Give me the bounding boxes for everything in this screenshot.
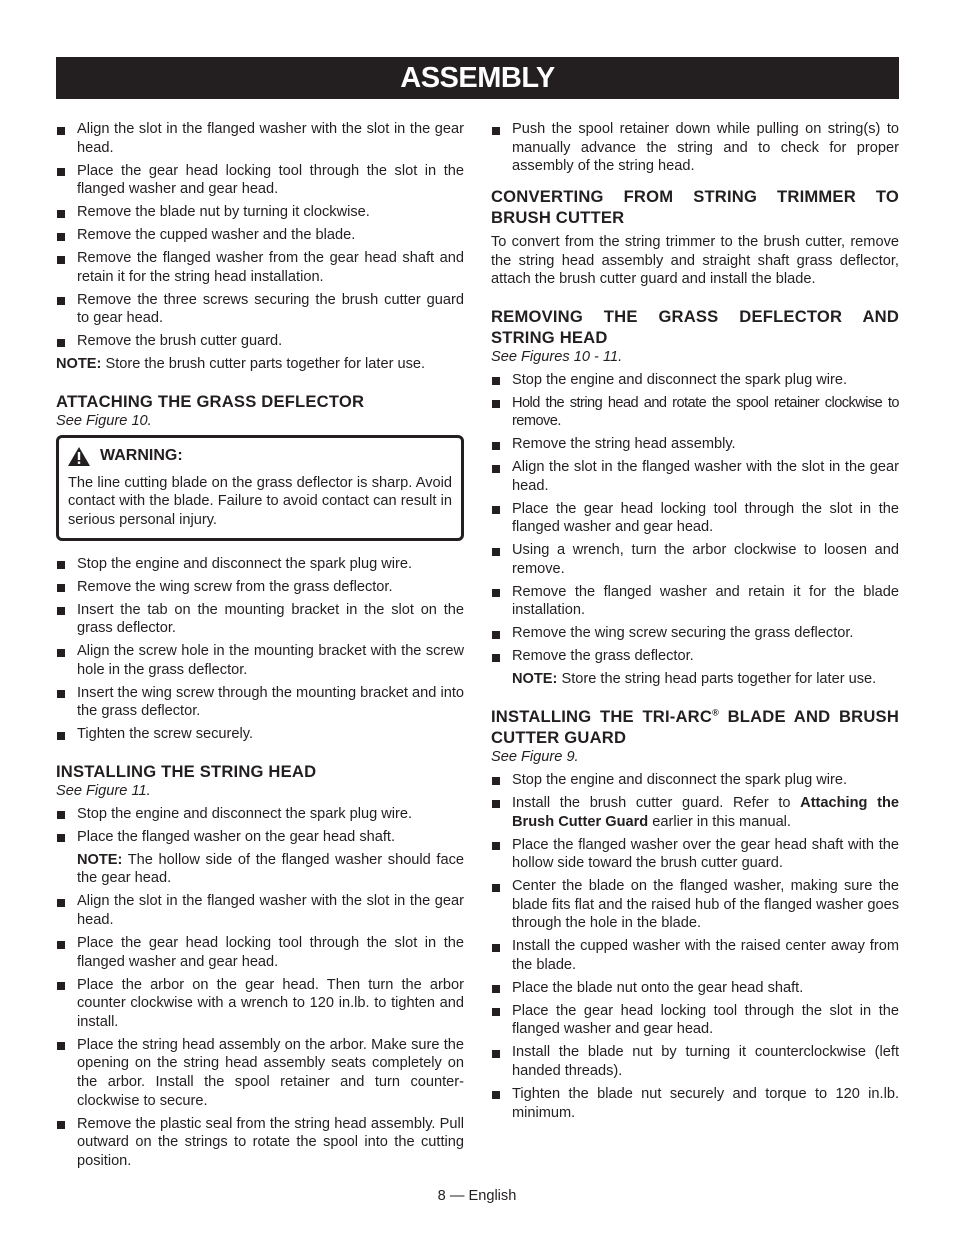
registered-mark: ® xyxy=(712,707,719,718)
list-item: Hold the string head and rotate the spool retainer clockwise to remove. xyxy=(491,394,899,431)
list-item: Remove the string head assembly. xyxy=(491,435,899,454)
list-item: Remove the wing screw from the grass deflector. xyxy=(56,578,464,597)
list-item: Remove the blade nut by turning it clockwise. xyxy=(56,203,464,222)
stringhead-steps-b xyxy=(56,892,464,1170)
list-item: Install the blade nut by turning it counterclockwise (left handed threads). xyxy=(491,1043,899,1080)
page-footer xyxy=(0,1188,954,1204)
list-item xyxy=(491,794,899,831)
list-item: Place the gear head locking tool through the slot in the flanged washer and gear head. xyxy=(56,934,464,971)
page-number: 8 — English xyxy=(437,1188,517,1204)
intro-note xyxy=(56,355,464,374)
triarc-heading xyxy=(491,706,899,748)
page-title: ASSEMBLY xyxy=(400,62,555,94)
list-item: Stop the engine and disconnect the spark plug wire. xyxy=(491,371,899,390)
list-item: Place the string head assembly on the arbor. Make sure the opening on the string head assembly seats completely on the arbor. Install the spool retainer and turn counter-clockwise to secure. xyxy=(56,1036,464,1110)
triarc-figure-ref: See Figure 9. xyxy=(491,749,579,766)
list-item: Align the slot in the flanged washer with the slot in the gear head. xyxy=(56,892,464,929)
list-item: Place the blade nut onto the gear head shaft. xyxy=(491,979,899,998)
deflector-figure-ref: See Figure 10. xyxy=(56,413,152,430)
triarc-heading-part1: INSTALLING THE TRI-ARC xyxy=(491,707,713,727)
item-text: Install the brush cutter guard. Refer to xyxy=(512,794,801,811)
note-label: NOTE: xyxy=(77,851,123,868)
list-item: Stop the engine and disconnect the spark plug wire. xyxy=(56,805,464,824)
left-column xyxy=(56,120,464,1175)
warning-header xyxy=(68,447,452,466)
list-item: Remove the wing screw securing the grass deflector. xyxy=(491,624,899,643)
convert-text: To convert from the string trimmer to the brush cutter, remove the string head assembly and straight shaft grass deflector, attach the brush cutter guard and install the blade. xyxy=(491,234,899,288)
deflector-steps xyxy=(56,555,464,744)
stringhead-figure-ref: See Figure 11. xyxy=(56,783,151,800)
list-item: Place the gear head locking tool through the slot in the flanged washer and gear head. xyxy=(56,162,464,199)
warning-triangle-icon xyxy=(68,447,90,466)
section-banner xyxy=(56,57,899,99)
list-item: Remove the cupped washer and the blade. xyxy=(56,226,464,245)
list-item: Place the flanged washer on the gear head shaft. xyxy=(56,828,464,847)
list-item: Place the arbor on the gear head. Then turn the arbor counter clockwise with a wrench to 120 in.lb. to tighten and install. xyxy=(56,976,464,1032)
list-item: Stop the engine and disconnect the spark plug wire. xyxy=(491,771,899,790)
triarc-steps xyxy=(491,771,899,1122)
list-item: Align the screw hole in the mounting bracket with the screw hole in the grass deflector. xyxy=(56,642,464,679)
stringhead-steps-a xyxy=(56,805,464,847)
warning-box xyxy=(56,435,464,541)
list-item: Stop the engine and disconnect the spark plug wire. xyxy=(56,555,464,574)
stringhead-note xyxy=(56,851,464,888)
remove-steps xyxy=(491,371,899,666)
warning-title: WARNING: xyxy=(100,447,183,465)
note-text: Store the brush cutter parts together for later use. xyxy=(101,356,426,373)
list-item: Place the gear head locking tool through the slot in the flanged washer and gear head. xyxy=(491,1002,899,1039)
list-item: Insert the tab on the mounting bracket in the slot on the grass deflector. xyxy=(56,601,464,638)
note-label: NOTE: xyxy=(512,671,558,688)
top-steps xyxy=(491,120,899,176)
list-item: Align the slot in the flanged washer with the slot in the gear head. xyxy=(491,458,899,495)
list-item: Insert the wing screw through the mounting bracket and into the grass deflector. xyxy=(56,684,464,721)
note-label: NOTE: xyxy=(56,356,102,373)
list-item: Remove the flanged washer and retain it for the blade installation. xyxy=(491,583,899,620)
list-item: Remove the brush cutter guard. xyxy=(56,332,464,351)
list-item: Push the spool retainer down while pulling on string(s) to manually advance the string and to check for proper assembly of the string head. xyxy=(491,120,899,176)
right-column xyxy=(491,120,899,1127)
item-text: earlier in this manual. xyxy=(648,813,791,830)
item-reference: Attaching the Brush Cutter Guard xyxy=(512,794,899,830)
list-item: Using a wrench, turn the arbor clockwise to loosen and remove. xyxy=(491,541,899,578)
list-item: Remove the three screws securing the brush cutter guard to gear head. xyxy=(56,291,464,328)
list-item: Remove the plastic seal from the string head assembly. Pull outward on the strings to rotate the spool into the cutting position. xyxy=(56,1115,464,1171)
list-item: Remove the flanged washer from the gear head shaft and retain it for the string head installation. xyxy=(56,249,464,286)
intro-steps xyxy=(56,120,464,351)
list-item: Tighten the screw securely. xyxy=(56,725,464,744)
stringhead-heading: INSTALLING THE STRING HEAD xyxy=(56,762,317,782)
list-item: Install the cupped washer with the raised center away from the blade. xyxy=(491,937,899,974)
warning-text: The line cutting blade on the grass deflector is sharp. Avoid contact with the blade. Failure to avoid contact can result in serious personal injury. xyxy=(68,474,452,529)
remove-note xyxy=(491,670,899,689)
remove-heading: REMOVING THE GRASS DEFLECTOR AND STRING HEAD xyxy=(491,306,899,347)
list-item: Tighten the blade nut securely and torque to 120 in.lb. minimum. xyxy=(491,1085,899,1122)
note-text: The hollow side of the flanged washer should face the gear head. xyxy=(77,851,464,887)
list-item: Remove the grass deflector. xyxy=(491,647,899,666)
remove-figure-ref: See Figures 10 - 11. xyxy=(491,348,623,365)
list-item: Place the gear head locking tool through the slot in the flanged washer and gear head. xyxy=(491,500,899,537)
deflector-heading: ATTACHING THE GRASS DEFLECTOR xyxy=(56,392,365,412)
note-text: Store the string head parts together for later use. xyxy=(557,671,877,688)
list-item: Center the blade on the flanged washer, making sure the blade fits flat and the raised hub of the flanged washer goes through the hole in the blade. xyxy=(491,877,899,933)
list-item: Place the flanged washer over the gear head shaft with the hollow side toward the brush cutter guard. xyxy=(491,836,899,873)
convert-heading: CONVERTING FROM STRING TRIMMER TO BRUSH CUTTER xyxy=(491,187,899,228)
triarc-heading-part2: BLADE AND BRUSH CUTTER GUARD xyxy=(491,707,899,748)
list-item: Align the slot in the flanged washer with the slot in the gear head. xyxy=(56,120,464,157)
